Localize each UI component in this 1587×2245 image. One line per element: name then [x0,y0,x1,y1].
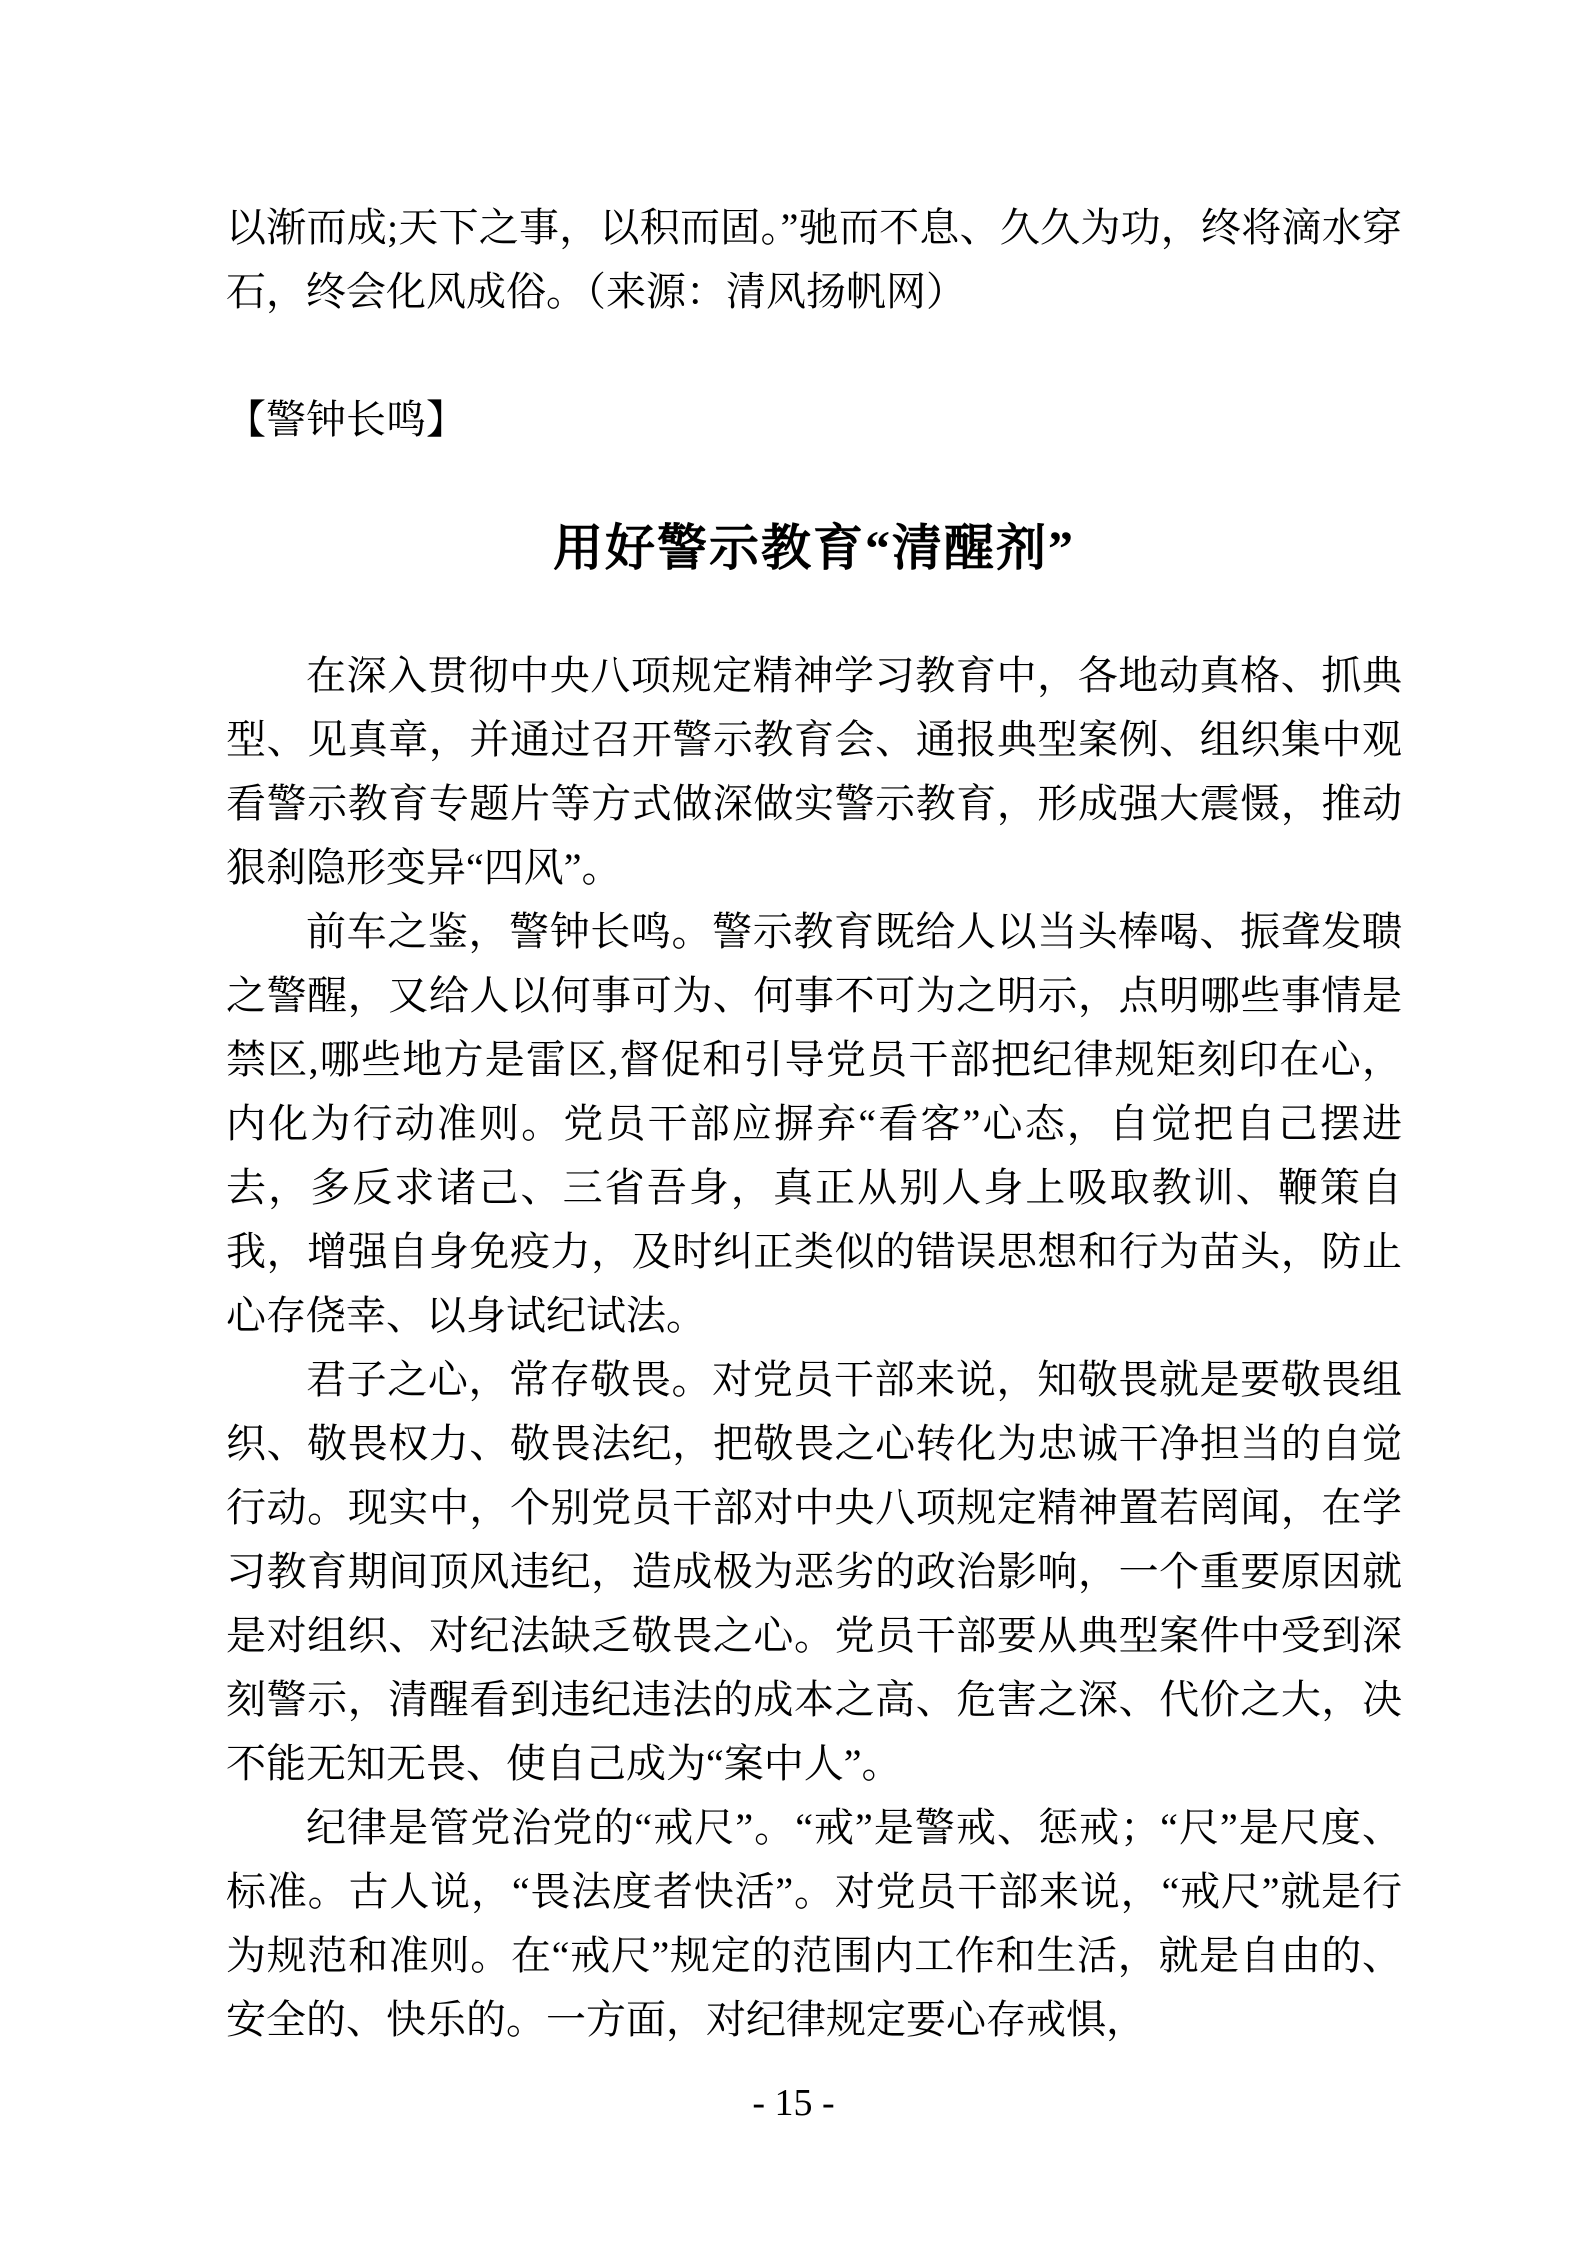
body-paragraph-3: 君子之心，常存敬畏。对党员干部来说，知敬畏就是要敬畏组织、敬畏权力、敬畏法纪，把敬畏之心转化为忠诚干净担当的自觉行动。现实中，个别党员干部对中央八项规定精神置若罔闻，在学习教育期间顶风违纪，造成极为恶劣的政治影响，一个重要原因就是对组织、对纪法缺乏敬畏之心。党员干部要从典型案件中受到深刻警示，清醒看到违纪违法的成本之高、危害之深、代价之大，决不能无知无畏、使自己成为“案中人”。 [226,1357,1402,1786]
article-title: 用好警示教育“清醒剂” [553,520,1075,576]
body-paragraph-2: 前车之鉴，警钟长鸣。警示教育既给人以当头棒喝、振聋发聩之警醒，又给人以何事可为、何事不可为之明示，点明哪些事情是禁区,哪些地方是雷区,督促和引导党员干部把纪律规矩刻印在心，内化为行动准则。党员干部应摒弃“看客”心态，自觉把自己摆进去，多反求诸己、三省吾身，真正从别人身上吸取教训、鞭策自我，增强自身免疫力，及时纠正类似的错误思想和行为苗头，防止心存侥幸、以身试纪试法。 [226,909,1402,1338]
section-header: 【警钟长鸣】 [226,397,466,442]
body-paragraph-1: 在深入贯彻中央八项规定精神学习教育中，各地动真格、抓典型、见真章，并通过召开警示教育会、通报典型案例、组织集中观看警示教育专题片等方式做深做实警示教育，形成强大震慑，推动狠刹隐形变异“四风”。 [226,653,1402,890]
page-content [226,196,1402,2052]
page-number: - 15 - [752,2082,835,2124]
continuation-paragraph: 以渐而成;天下之事，以积而固。”驰而不息、久久为功，终将滴水穿石，终会化风成俗。（来源：清风扬帆网） [226,205,1402,314]
body-paragraph-4: 纪律是管党治党的“戒尺”。“戒”是警戒、惩戒；“尺”是尺度、标准。古人说，“畏法度者快活”。对党员干部来说，“戒尺”就是行为规范和准则。在“戒尺”规定的范围内工作和生活，就是自由的、安全的、快乐的。一方面，对纪律规定要心存戒惧， [226,1805,1402,2042]
